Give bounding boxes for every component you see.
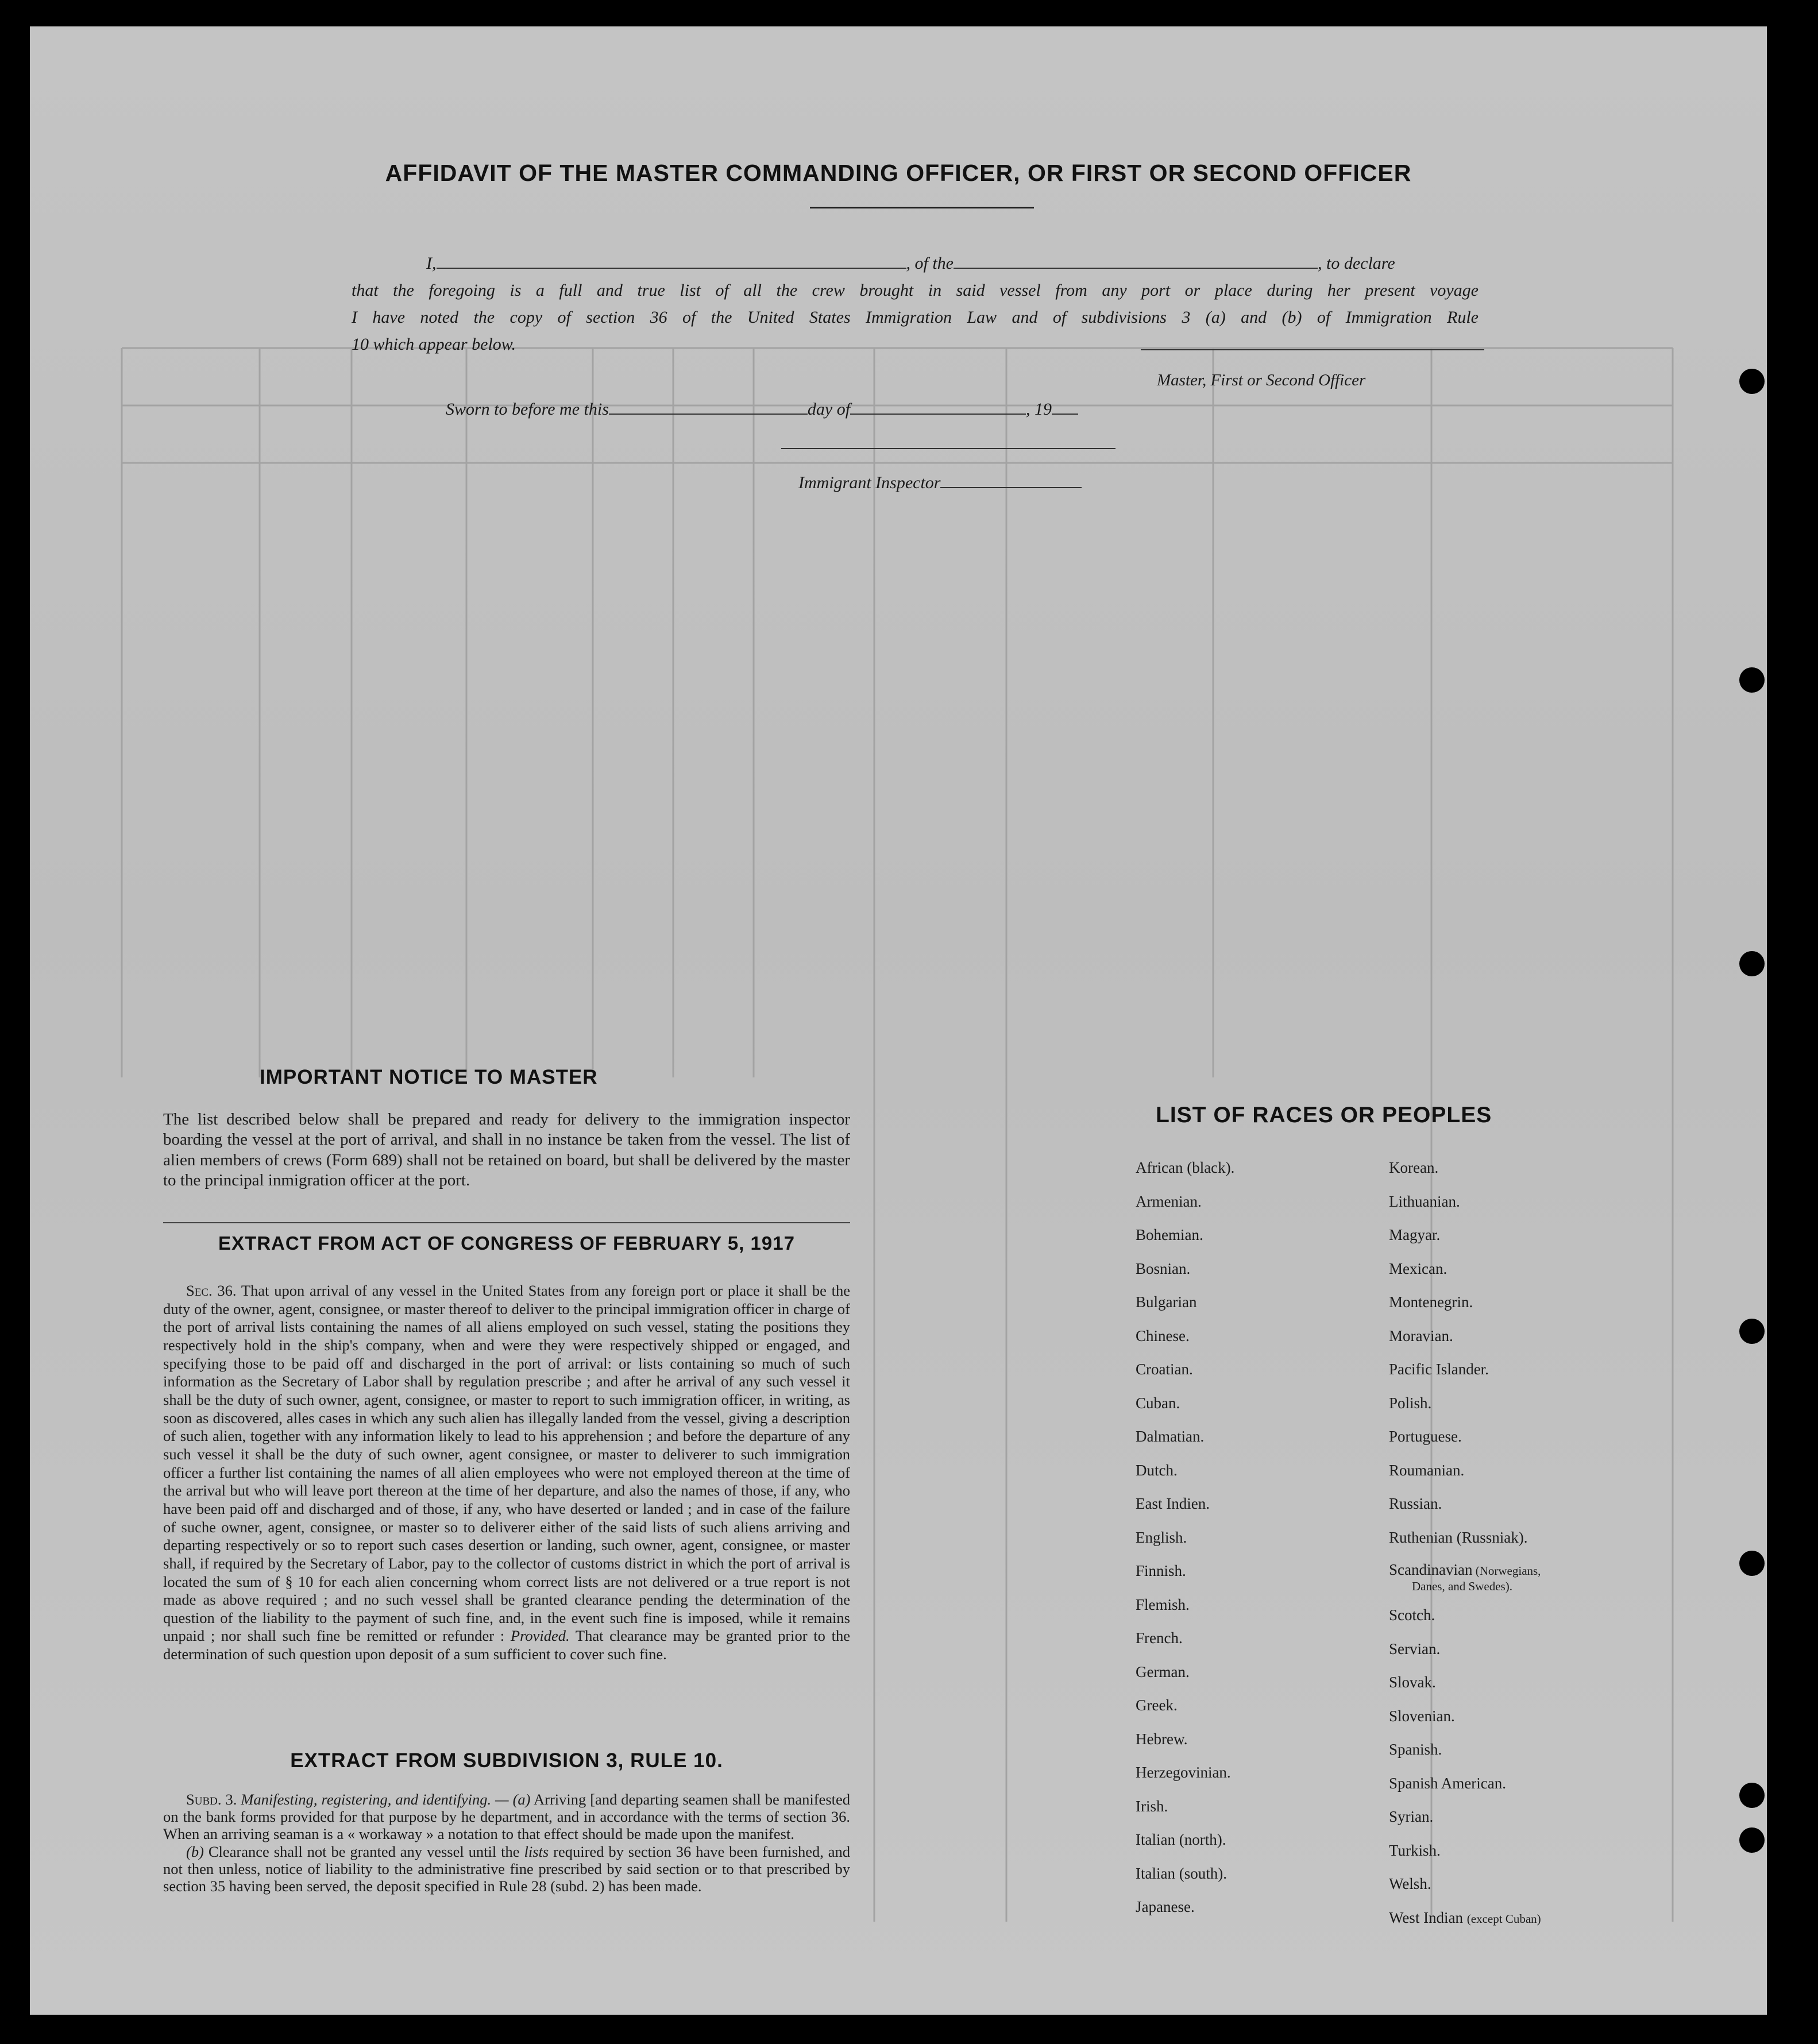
race-item: Scotch.	[1389, 1606, 1435, 1624]
race-item: Spanish.	[1389, 1741, 1442, 1758]
race-item: Italian (south).	[1136, 1864, 1227, 1882]
race-item: German.	[1136, 1663, 1190, 1680]
document-page	[30, 26, 1767, 2015]
race-item: Croatian.	[1136, 1361, 1193, 1378]
punch-hole	[1739, 1551, 1765, 1576]
race-item: Moravian.	[1389, 1327, 1453, 1344]
inspector-rule	[781, 448, 1115, 449]
race-item: Slovenian.	[1389, 1707, 1455, 1725]
race-item: Finnish.	[1136, 1562, 1186, 1579]
race-name: Scandinavian	[1389, 1561, 1473, 1578]
declarant-prefix: I,	[426, 254, 437, 273]
affidavit-line-3: I have noted the copy of section 36 of the United States Immigration Law and of subdivisions 3 (a) and (b) of Immigration Rule	[352, 308, 1479, 327]
punch-hole	[1739, 1827, 1765, 1853]
punch-hole	[1739, 369, 1765, 394]
rule-b-label: (b)	[186, 1842, 204, 1860]
race-item: Welsh.	[1389, 1875, 1431, 1892]
race-item: Korean.	[1389, 1159, 1439, 1176]
year-label: , 19	[1026, 400, 1052, 419]
race-item-west-indian	[1389, 1909, 1541, 1943]
punch-hole	[1739, 1783, 1765, 1808]
race-item: Chinese.	[1136, 1327, 1190, 1344]
rule-extract-title: EXTRACT FROM SUBDIVISION 3, RULE 10.	[290, 1749, 723, 1772]
sworn-year-blank[interactable]	[1052, 414, 1078, 415]
rule-extract-body	[163, 1791, 850, 1895]
race-item: Slovak.	[1389, 1674, 1436, 1691]
punch-hole	[1739, 1319, 1765, 1344]
race-item: Bohemian.	[1136, 1226, 1203, 1243]
race-item: Bosnian.	[1136, 1259, 1191, 1277]
race-item: Spanish American.	[1389, 1774, 1506, 1792]
race-item: Servian.	[1389, 1640, 1441, 1657]
race-item: Ruthenian (Russniak).	[1389, 1528, 1528, 1546]
rule-b-text: Clearance shall not be granted any vessel until the	[208, 1842, 520, 1860]
notice-text: The list described below shall be prepared and ready for delivery to the immigration inspector boarding the vessel at the port of arrival, and shall in no instance be taken from the vessel. The list of alien members of crews (Form 689) shall not be retained on board, but shall be delivered by the master to the principal inmigration officer at the port.	[163, 1110, 850, 1190]
race-item: Polish.	[1389, 1394, 1432, 1412]
race-item: Japanese.	[1136, 1898, 1195, 1915]
race-item: Roumanian.	[1389, 1461, 1465, 1479]
race-item: Cuban.	[1136, 1394, 1180, 1412]
affidavit-line-2: that the foregoing is a full and true list of all the crew brought in said vessel from any port or place during her present voyage	[352, 281, 1479, 300]
races-list-left	[1136, 1159, 1234, 1932]
inspector-name-blank[interactable]	[940, 487, 1082, 488]
vessel-name-blank[interactable]	[954, 268, 1318, 269]
race-item: East Indien.	[1136, 1495, 1210, 1512]
sworn-prefix: Sworn to before me this	[446, 400, 609, 419]
sworn-line	[446, 400, 1078, 419]
day-of-label: day of	[807, 400, 851, 419]
provided-term: Provided.	[510, 1627, 570, 1645]
section-text-end: That clearance may be granted prior to the determination of such question upon deposit of a sum sufficient to cover such fine.	[163, 1627, 851, 1663]
race-item: Portuguese.	[1389, 1428, 1462, 1445]
rule-paragraph-a	[163, 1791, 850, 1843]
affidavit-title: AFFIDAVIT OF THE MASTER COMMANDING OFFICER, OR FIRST OR SECOND OFFICER	[385, 160, 1412, 186]
race-item: Bulgarian	[1136, 1293, 1197, 1311]
race-item: Italian (north).	[1136, 1831, 1226, 1848]
sworn-day-blank[interactable]	[609, 414, 808, 415]
section-divider	[163, 1222, 850, 1223]
races-title: LIST OF RACES OR PEOPLES	[1156, 1103, 1492, 1127]
race-item: Herzegovinian.	[1136, 1764, 1231, 1781]
to-declare-label: , to declare	[1318, 254, 1395, 273]
race-item: Armenian.	[1136, 1192, 1202, 1210]
race-item: Pacific Islander.	[1389, 1361, 1489, 1378]
punch-hole	[1739, 951, 1765, 976]
race-note: (except Cuban)	[1466, 1911, 1541, 1926]
race-note: (Norwegians,	[1472, 1564, 1541, 1578]
of-the-label: , of the	[906, 254, 954, 273]
race-item: Flemish.	[1136, 1595, 1190, 1613]
races-list-right	[1389, 1159, 1541, 1942]
race-item: Hebrew.	[1136, 1730, 1188, 1748]
inspector-label: Immigrant Inspector	[798, 473, 941, 492]
rule-b-lists: lists	[524, 1842, 549, 1860]
section-text: That upon arrival of any vessel in the United States from any foreign port or place it shall be the duty of the owner, agent, consignee, or master thereof to deliver to the principal immigration officer in charge of the port of arrival lists containing the names of all aliens employed on such vessel, stating the positions they respectively hold in the ship's company, when and were they were respectively shipped or engaged, and specifying those to be paid off and discharged in the port of arrival: or lists containing so much of such information as the Secretary of Labor shall by regulation prescribe ; and after he arrival of any such vessel it shall be the duty of such owner, agent, consignee, or master to report to such immigration officer, in writing, as soon as discovered, alles cases in which any such alien has illegally landed from the vessel, giving a description of such alien, together with any information likely to lead to his apprehension ; and before the departure of any such vessel it shall be the duty of such owner, agent consignee, or master to deliverer to such immigration officer a further list containing the names of all alien employees who were not employed thereon at the time of the arrival but who will leave port thereon at the time of her departure, and also the names of those, if any, who have been paid off and discharged and of those, if any, who have deserted or landed ; and in case of the failure of suche owner, agent, consignee, or master so to deliverer either of the said lists of such aliens arriving and departing respectively or so to report such cases desertion or landing, such owner, agent, consignee, or master shall, if required by the Secretary of Labor, pay to the collector of customs district in which the port of arrival is located the sum of § 10 for each alien concerning whom correct lists are not delivered or a true report is not made as above required ; and no such vessel shall be granted clearance pending the determination of the question of the liability to the payment of such fine, and, in the event such fine is imposed, while it remains unpaid ; nor shall such fine be remitted or refunder :	[163, 1282, 850, 1645]
race-name: West Indian	[1389, 1908, 1467, 1926]
affidavit-line-4: 10 which appear below.	[352, 335, 516, 354]
race-note: Danes, and Swedes).	[1412, 1579, 1512, 1593]
affidavit-line-1	[426, 254, 1395, 273]
sworn-month-blank[interactable]	[850, 414, 1026, 415]
race-item: English.	[1136, 1528, 1187, 1546]
section-label: Sec. 36.	[186, 1282, 237, 1299]
race-item: Dalmatian.	[1136, 1428, 1205, 1445]
race-item: Irish.	[1136, 1797, 1168, 1815]
race-item: Russian.	[1389, 1495, 1442, 1512]
rule-paragraph-b	[163, 1843, 850, 1895]
subdivision-label: Subd. 3.	[186, 1791, 237, 1808]
race-item: Lithuanian.	[1389, 1192, 1460, 1210]
race-item: Montenegrin.	[1389, 1293, 1473, 1311]
punch-hole	[1739, 667, 1765, 693]
race-item: Dutch.	[1136, 1461, 1178, 1479]
title-underline	[810, 207, 1034, 208]
notice-title: IMPORTANT NOTICE TO MASTER	[260, 1066, 598, 1088]
rule-a-text: Arriving [and departing seamen shall be manifested on the bank forms provided for that purpose by he department, and in accordance with the terms of section 36. When an arriving seaman is a « workaway » a notation to that effect should be made upon the manifest.	[163, 1791, 851, 1843]
race-item: Magyar.	[1389, 1226, 1441, 1243]
signature-label: Master, First or Second Officer	[1157, 371, 1366, 389]
race-item: Greek.	[1136, 1697, 1178, 1714]
declarant-name-blank[interactable]	[437, 268, 906, 269]
signature-line[interactable]	[1141, 349, 1484, 350]
race-item-scandinavian	[1389, 1562, 1541, 1606]
race-item: French.	[1136, 1629, 1183, 1647]
race-item: Syrian.	[1389, 1808, 1434, 1825]
act-extract-title: EXTRACT FROM ACT OF CONGRESS OF FEBRUARY 5, 1917	[218, 1232, 795, 1254]
rule-heading: Manifesting, registering, and identifying. — (a)	[241, 1791, 531, 1808]
inspector-line	[798, 473, 1082, 493]
race-item: Turkish.	[1389, 1841, 1441, 1859]
race-item: African (black).	[1136, 1159, 1235, 1176]
act-extract-body	[163, 1282, 850, 1664]
race-item: Mexican.	[1389, 1259, 1448, 1277]
rule-b-text-end: required by section 36 have been furnished, and not then unless, notice of liability to the administrative fine prescribed by said section or to that prescribed by section 35 having been served, the deposit specified in Rule 28 (subd. 2) has been made.	[163, 1842, 851, 1895]
